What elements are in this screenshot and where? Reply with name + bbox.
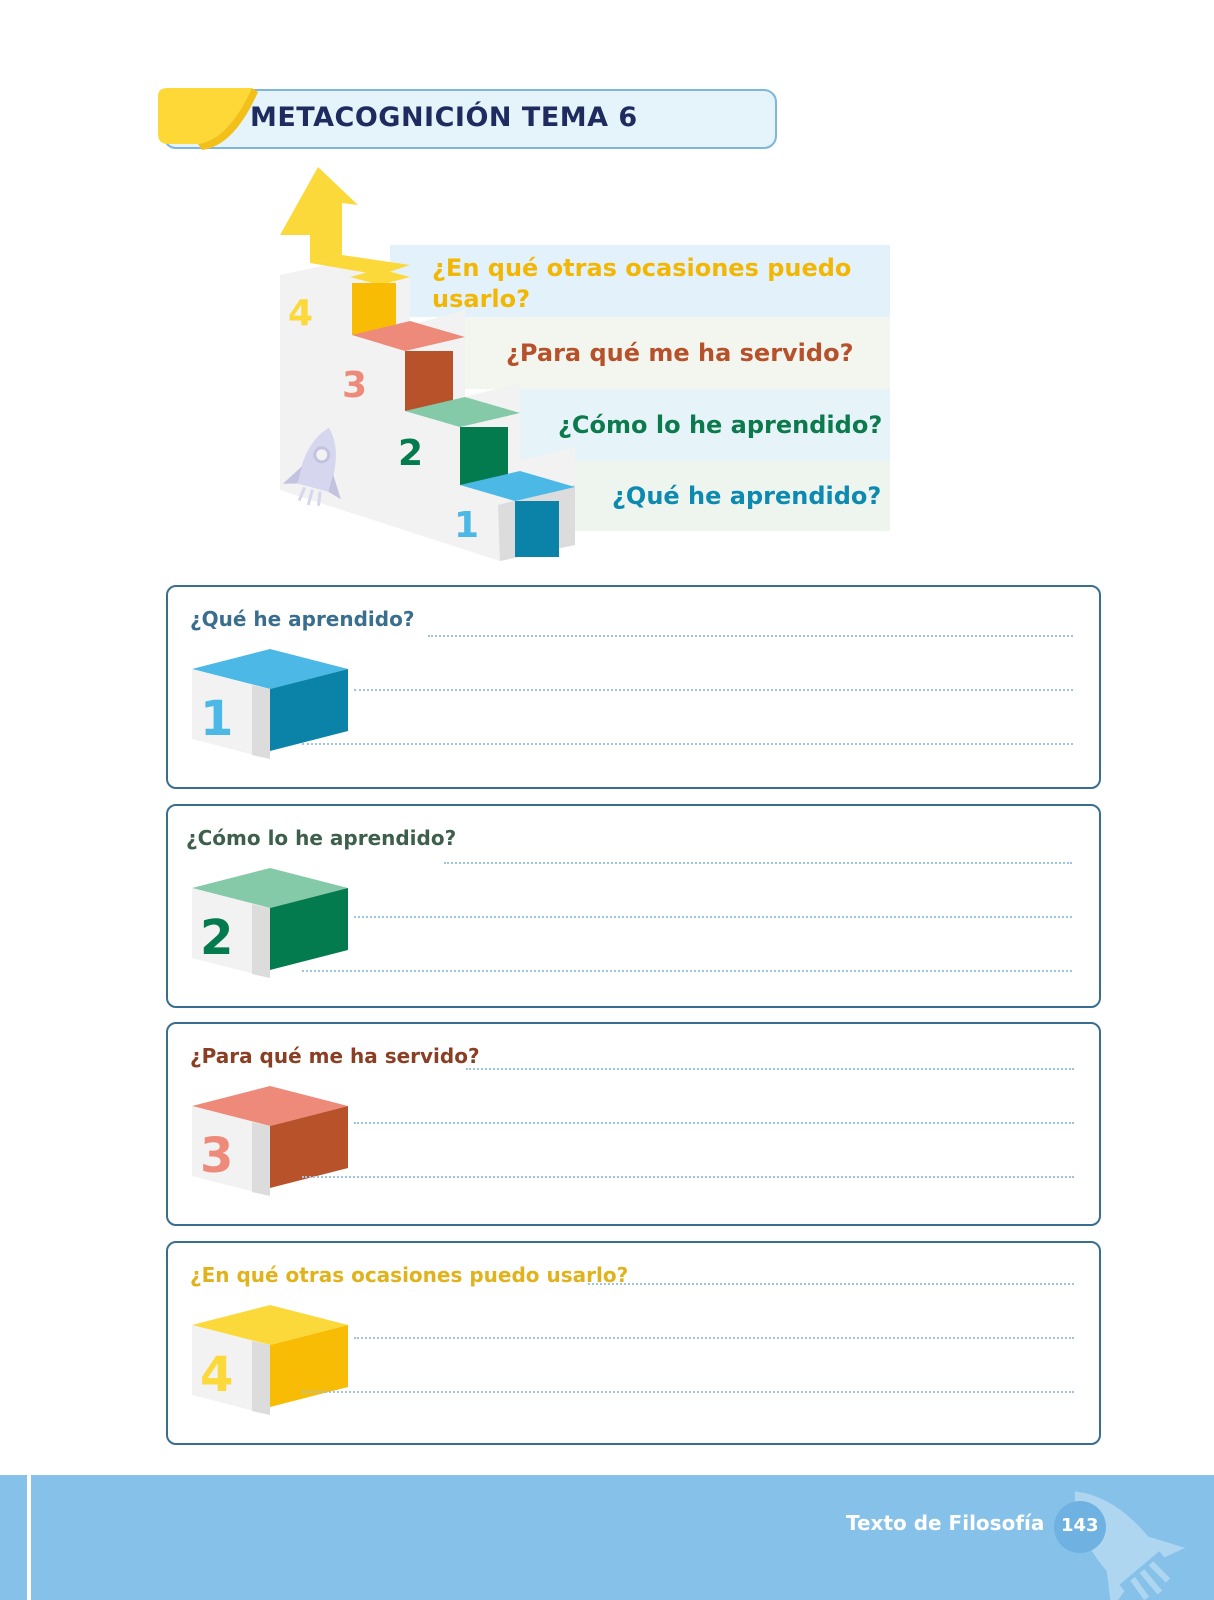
answer-box-label: ¿Cómo lo he aprendido? (186, 826, 457, 850)
page-footer (0, 1475, 1214, 1600)
cube-4-icon (188, 1295, 358, 1415)
stair-number-2: 2 (398, 433, 424, 474)
stair-question-2: ¿Cómo lo he aprendido? (558, 411, 883, 439)
stair-question-4-line2: usarlo? (432, 285, 531, 313)
answer-line[interactable] (302, 1176, 1074, 1178)
answer-box-label: ¿En qué otras ocasiones puedo usarlo? (190, 1263, 629, 1287)
cube-3-icon (188, 1076, 358, 1196)
answer-box-3 (166, 1022, 1101, 1226)
footer-rocket-icon (1030, 1475, 1200, 1600)
answer-box-2 (166, 804, 1101, 1008)
cube-1-icon (188, 639, 358, 759)
answer-line[interactable] (428, 635, 1073, 637)
answer-line[interactable] (444, 862, 1072, 864)
header-banner (158, 88, 780, 152)
answer-box-1 (166, 585, 1101, 789)
staircase-illustration (270, 165, 900, 575)
answer-box-label: ¿Para qué me ha servido? (190, 1044, 480, 1068)
answer-line[interactable] (354, 1122, 1074, 1124)
cube-number: 1 (200, 691, 234, 747)
stair-question-4-line1: ¿En qué otras ocasiones puedo (432, 254, 852, 282)
cube-number: 4 (200, 1347, 234, 1403)
answer-line[interactable] (302, 1391, 1074, 1393)
stair-number-1: 1 (454, 505, 480, 546)
answer-line[interactable] (354, 1337, 1074, 1339)
page-number: 143 (1061, 1515, 1099, 1536)
stair-question-1: ¿Qué he aprendido? (612, 482, 882, 510)
answer-line[interactable] (354, 916, 1072, 918)
stair-number-4: 4 (288, 293, 314, 334)
book-title: Texto de Filosofía (846, 1511, 1045, 1535)
page-title: METACOGNICIÓN TEMA 6 (250, 102, 638, 133)
stair-question-4 (432, 253, 851, 315)
footer-divider (27, 1475, 31, 1600)
stair-question-3: ¿Para qué me ha servido? (506, 339, 854, 367)
answer-line[interactable] (302, 743, 1073, 745)
answer-box-label: ¿Qué he aprendido? (190, 607, 415, 631)
stair-number-3: 3 (342, 365, 368, 406)
answer-line[interactable] (588, 1283, 1074, 1285)
answer-line[interactable] (302, 970, 1072, 972)
cube-number: 2 (200, 910, 234, 966)
cube-number: 3 (200, 1128, 234, 1184)
answer-box-4 (166, 1241, 1101, 1445)
answer-line[interactable] (466, 1068, 1074, 1070)
cube-2-icon (188, 858, 358, 978)
answer-line[interactable] (354, 689, 1073, 691)
